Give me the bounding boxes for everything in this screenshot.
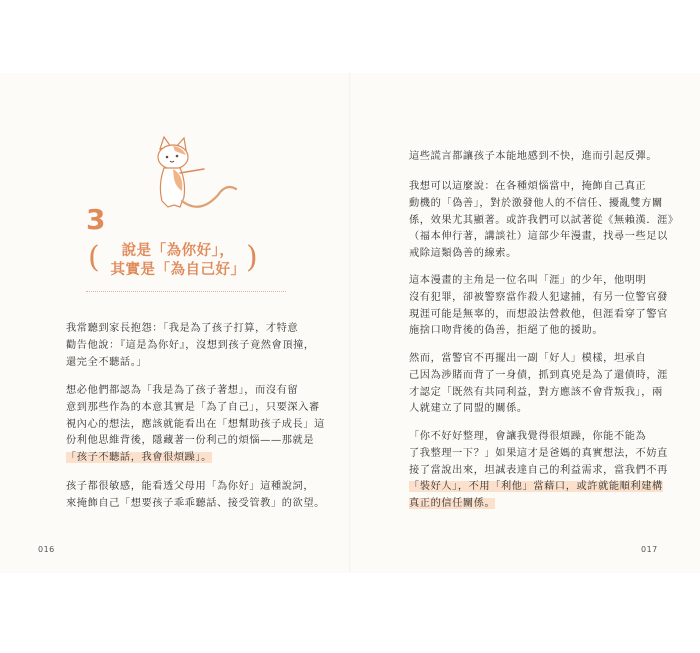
highlighted-text: 真正的信任關係。 (409, 498, 496, 510)
text-line: 來掩飾自己「想要孩子乖乖聽話、接受管教」的欲望。 (66, 497, 325, 509)
text-line: 想必他們都認為「我是為了孩子著想」，而沒有留 (66, 385, 299, 396)
text-line: 現涯可能是無辜的，而想設法營救他，但涯看穿了警官 (409, 308, 668, 320)
text-line: 然而，當警官不再擺出一副「好人」模樣，坦承自 (409, 353, 647, 364)
text-line: 這些謊言都讓孩子本能地感到不快，進而引起反彈。 (409, 151, 658, 162)
left-page (0, 73, 349, 573)
text-line (409, 496, 668, 513)
cat-illustration-icon (140, 135, 240, 225)
text-line (409, 479, 668, 496)
page-number: 016 (38, 545, 55, 554)
highlighted-text: 「孩子不聽話，我會很煩躁」。 (66, 452, 212, 464)
paragraph (66, 321, 315, 371)
paragraph (409, 179, 679, 263)
page-number: 017 (641, 545, 658, 554)
paragraph (66, 383, 325, 467)
title-bracket-left: ( (88, 240, 100, 275)
text-line: 份利他思維背後，隱藏著一份利己的煩惱——那就是 (66, 435, 315, 447)
text-line: 孩子都很敏感，能看透父母用「為你好」這種說詞， (66, 481, 315, 492)
title-bracket-right: ) (246, 240, 258, 275)
text-line: 我常聽到家長抱怨：「我是為了孩子打算，才特意 (66, 323, 299, 334)
text-line: 係，效果尤其顯著。或許我們可以試著從《無賴漢．涯》 (409, 214, 679, 226)
chapter-number: 3 (86, 203, 106, 236)
chapter-title-line2: 其實是「為自己好」 (110, 261, 246, 278)
text-line: 戒除這類偽善的線索。 (409, 248, 517, 260)
paragraph (409, 429, 668, 513)
text-line: 我想可以這麼說：在各種煩惱當中，掩飾自己真正 (409, 181, 647, 192)
text-line: 己因為涉賭而背了一身債，抓到真兇是為了還債時，涯 (409, 369, 668, 381)
paragraph (409, 351, 668, 418)
highlighted-text: 「裝好人」，不用「利他」當藉口，或許就能順利建構 (409, 481, 663, 493)
text-line: 還完全不聽話。」 (66, 356, 148, 368)
text-line: 了我整理一下？」如果這才是爸媽的真實想法，不妨直 (409, 447, 668, 459)
text-line: 才認定「既然有共同利益，對方應該不會背叛我」，兩 (409, 386, 663, 398)
text-line: 勸告他說：『這是為你好』，沒想到孩子竟然會頂撞， (66, 339, 315, 351)
text-line: （福本伸行著，講談社）這部少年漫畫，找尋一些足以 (409, 231, 668, 243)
text-line: 意到那些作為的本意其實是「為了自己」，只要深入審 (66, 401, 320, 413)
text-line: 視內心的想法，應該就能看出在「想幫助孩子成長」這 (66, 418, 325, 430)
right-page (351, 73, 700, 573)
text-line: 人就建立了同盟的關係。 (409, 403, 528, 415)
paragraph (409, 273, 668, 340)
text-line: 施捨口吻背後的偽善，拒絕了他的援助。 (409, 325, 604, 337)
text-line: 這本漫畫的主角是一位名叫「涯」的少年，他明明 (409, 275, 647, 286)
book-spread (0, 73, 700, 573)
text-line: 接了當說出來，坦誠表達自己的利益需求，當我們不再 (409, 464, 668, 476)
paragraph (66, 479, 325, 513)
title-divider (86, 291, 286, 292)
text-line: 沒有犯罪，卻被警察當作殺人犯逮捕，有另一位警官發 (409, 291, 668, 303)
chapter-title (108, 241, 248, 279)
text-line: 「你不好好整理，會讓我覺得很煩躁，你能不能為 (409, 431, 647, 442)
paragraph (409, 149, 657, 166)
text-line (66, 450, 325, 467)
chapter-title-line1: 說是「為你好」， (121, 242, 235, 259)
text-line: 動機的「偽善」，對於激發他人的不信任、擾亂雙方關 (409, 197, 663, 209)
